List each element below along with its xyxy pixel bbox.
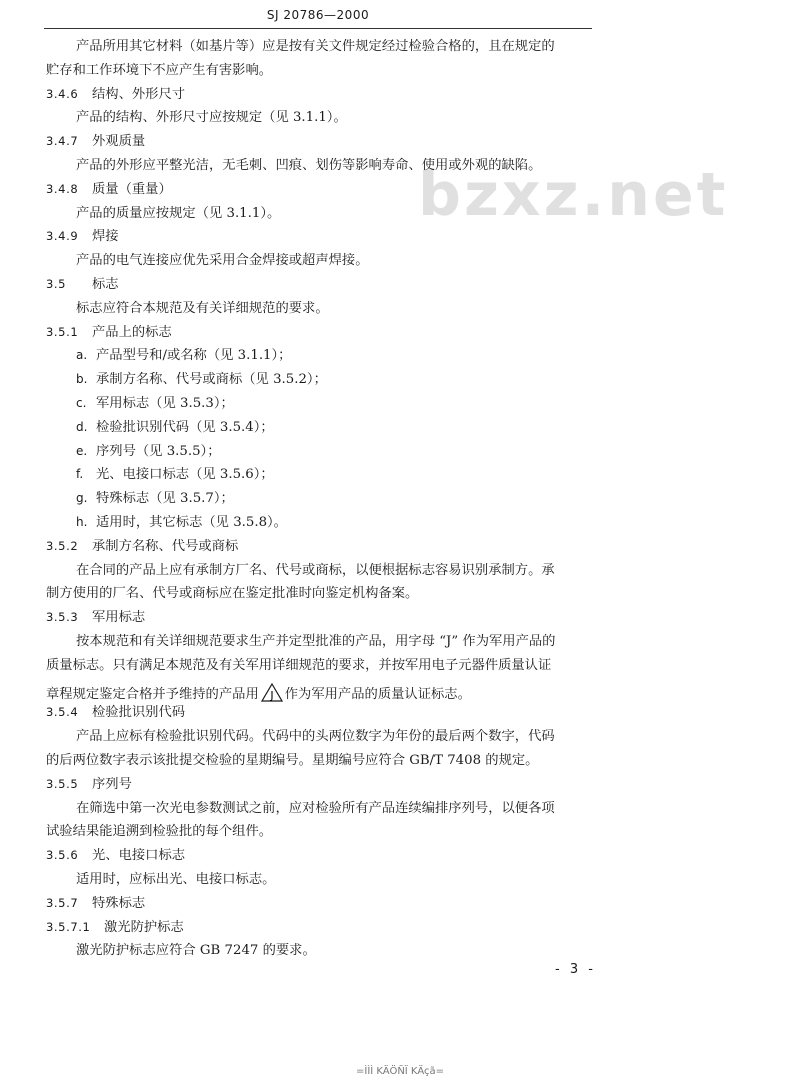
- paragraph-line: [76, 254, 369, 267]
- section-heading: [46, 540, 238, 553]
- line-text: 承制方名称、代号或商标: [92, 538, 239, 554]
- line-text: 的后两位数字表示该批提交检验的星期编号。星期编号应符合 GB/T 7408 的规定。: [46, 753, 539, 768]
- section-number: 3.4.7: [46, 134, 79, 149]
- section-number: 3.5.7: [46, 895, 79, 910]
- list-item: [76, 516, 287, 529]
- paragraph-line: [76, 40, 555, 53]
- line-text: 标志应符合本规范及有关详细规范的要求。: [76, 300, 329, 316]
- line-text: 激光防护标志应符合 GB 7247 的要求。: [76, 943, 316, 959]
- section-number: 3.4.6: [46, 86, 79, 101]
- line-text: 产品的质量应按规定（见 3.1.1）。: [76, 205, 281, 221]
- line-text: 在合同的产品上应有承制方厂名、代号或商标，以便根据标志容易识别承制方。承: [76, 562, 555, 578]
- paragraph-line: [76, 635, 555, 648]
- section-number: 3.5.7.1: [46, 919, 91, 934]
- paragraph-line: [46, 754, 538, 767]
- paragraph-line: [76, 111, 347, 124]
- list-item: [76, 445, 221, 458]
- section-heading: [46, 230, 119, 243]
- section-number: 3.5.2: [46, 538, 79, 553]
- section-number: 3.5.4: [46, 705, 79, 720]
- military-quality-mark-icon: [261, 683, 283, 702]
- list-item: [76, 421, 274, 434]
- line-text: 制方使用的厂名、代号或商标应在鉴定批准时向鉴定机构备案。: [46, 586, 419, 602]
- line-text: 质量（重量）: [92, 181, 172, 197]
- mark-letter: J: [270, 688, 274, 702]
- line-text: 产品的电气连接应优先采用合金焊接或超声焊接。: [76, 253, 369, 269]
- section-heading: [46, 326, 172, 339]
- section-number: 3.4.9: [46, 229, 79, 244]
- line-text: 序列号（见 3.5.5）；: [96, 443, 221, 459]
- line-text: 产品的外形应平整光洁，无毛刺、凹痕、划伤等影响寿命、使用或外观的缺陷。: [76, 158, 542, 173]
- line-text: 产品上应标有检验批识别代码。代码中的头两位数字为年份的最后两个数字，代码: [76, 729, 555, 745]
- paragraph-line: [76, 564, 555, 577]
- line-text: 章程规定鉴定合格并予维持的产品用: [46, 686, 259, 702]
- list-item-letter: d.: [76, 419, 88, 434]
- line-text: 承制方名称、代号或商标（见 3.5.2）；: [96, 372, 327, 388]
- line-text: 特殊标志（见 3.5.7）；: [96, 491, 234, 507]
- section-heading: [46, 611, 145, 624]
- paragraph-line: [76, 944, 316, 957]
- page-number: - 3 -: [555, 962, 596, 977]
- list-item-letter: b.: [76, 372, 88, 387]
- list-item-letter: e.: [76, 443, 88, 458]
- list-item: [76, 468, 274, 481]
- line-text: 试验结果能追溯到检验批的每个组件。: [46, 824, 273, 840]
- line-text: 特殊标志: [92, 895, 146, 911]
- section-heading: [46, 278, 119, 291]
- section-heading: [46, 88, 185, 101]
- line-text: 序列号: [92, 776, 132, 792]
- header-divider: [44, 28, 592, 29]
- section-heading: [46, 897, 145, 910]
- list-item-letter: h.: [76, 515, 88, 529]
- paragraph-line: [46, 64, 272, 77]
- line-text: 焊接: [92, 229, 119, 245]
- list-item: [76, 492, 234, 505]
- list-item: [76, 373, 327, 386]
- line-text: 质量标志。只有满足本规范及有关军用详细规范的要求，并按军用电子元器件质量认证: [46, 657, 552, 673]
- line-text: 在筛选中第一次光电参数测试之前，应对检验所有产品连续编排序列号，以便各项: [76, 800, 555, 816]
- section-heading: [46, 921, 184, 934]
- list-item-letter: c.: [76, 396, 87, 410]
- list-item-letter: a.: [76, 348, 88, 363]
- line-text: 适用时，其它标志（见 3.5.8）。: [96, 515, 287, 530]
- paragraph-line: [46, 659, 551, 672]
- list-item: [76, 349, 291, 362]
- paragraph-line: [76, 730, 555, 743]
- line-text: 检验批识别代码: [92, 705, 186, 721]
- section-number: 3.5.5: [46, 776, 79, 791]
- list-item-letter: g.: [76, 491, 88, 506]
- paragraph-line: [76, 207, 280, 220]
- section-heading: [46, 849, 185, 862]
- paragraph-line: [76, 302, 329, 315]
- line-text: 产品的结构、外形尺寸应按规定（见 3.1.1）。: [76, 110, 347, 126]
- section-heading: [46, 778, 132, 791]
- footer-text: =ÌÌÌ KÄÖÑÏ KÄçã=: [356, 1066, 444, 1077]
- paragraph-line: [46, 825, 272, 838]
- section-number: 3.5.1: [46, 324, 79, 339]
- line-text: 结构、外形尺寸: [92, 86, 186, 102]
- line-text: 标志: [92, 277, 119, 292]
- line-text: 激光防护标志: [104, 919, 184, 935]
- watermark: bzxz.net: [418, 160, 729, 230]
- line-text: 军用标志: [92, 610, 146, 626]
- paragraph-line: [46, 683, 471, 702]
- section-heading: [46, 706, 185, 719]
- line-text: 适用时，应标出光、电接口标志。: [76, 872, 276, 887]
- section-number: 3.5.6: [46, 848, 79, 863]
- line-text: 贮存和工作环境下不应产生有害影响。: [46, 62, 273, 78]
- section-number: 3.5.3: [46, 610, 79, 625]
- line-text: 军用标志（见 3.5.3）；: [96, 396, 234, 411]
- list-item-letter: f.: [76, 467, 84, 482]
- line-text: 检验批识别代码（见 3.5.4）；: [96, 419, 274, 435]
- paragraph-line: [76, 802, 555, 815]
- line-text-after: 作为军用产品的质量认证标志。: [284, 686, 471, 702]
- list-item: [76, 397, 234, 410]
- section-heading: [46, 135, 145, 148]
- line-text: 产品所用其它材料（如基片等）应是按有关文件规定经过检验合格的，且在规定的: [76, 39, 555, 54]
- paragraph-line: [46, 587, 418, 600]
- section-number: 3.5: [46, 277, 67, 291]
- section-heading: [46, 183, 172, 196]
- line-text: 产品型号和/或名称（见 3.1.1）；: [96, 348, 292, 364]
- line-text: 产品上的标志: [92, 324, 172, 340]
- paragraph-line: [76, 159, 541, 172]
- line-text: 光、电接口标志: [92, 848, 186, 864]
- line-text: 按本规范和有关详细规范要求生产并定型批准的产品，用字母 “J” 作为军用产品的: [76, 634, 556, 649]
- line-text: 光、电接口标志（见 3.5.6）；: [96, 467, 274, 483]
- document-header: SJ 20786—2000: [266, 8, 370, 22]
- paragraph-line: [76, 873, 275, 886]
- line-text: 外观质量: [92, 134, 146, 150]
- section-number: 3.4.8: [46, 181, 79, 196]
